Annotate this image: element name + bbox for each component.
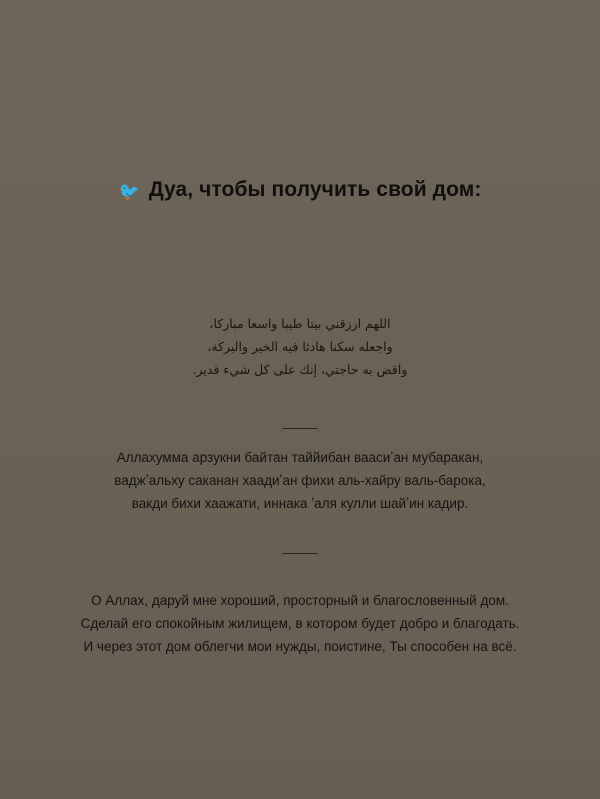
- arabic-line: واجعله سكنا هادئا فيه الخير والبركة،: [207, 339, 393, 355]
- bird-icon: 🐦: [118, 181, 140, 201]
- divider-line: [282, 428, 318, 429]
- arabic-text-block: [0, 312, 600, 381]
- translation-block: [0, 589, 600, 659]
- divider-top: [0, 416, 600, 434]
- page-title: [0, 178, 600, 202]
- translation-line: Сделай его спокойным жилищем, в котором будет добро и благодать.: [80, 616, 520, 632]
- page-title-text: Дуа, чтобы получить свой дом:: [148, 178, 482, 201]
- translation-line: И через этот дом облегчи мои нужды, поистине, Ты способен на всё.: [83, 639, 517, 655]
- transliteration-line: Аллахумма арзукни байтан таййибан ваасиʼан мубаракан,: [116, 450, 484, 465]
- divider-line: [282, 553, 318, 554]
- transliteration-line: вакди бихи хаажати, иннака ʼаля кулли шайʼин кадир.: [131, 496, 469, 512]
- transliteration-line: ваджʼальху саканан хаадиʼан фихи аль-хайру валь-барока,: [114, 473, 486, 489]
- transliteration-block: [0, 446, 600, 516]
- divider-bottom: [0, 541, 600, 559]
- arabic-line: واقض به حاجتي، إنك على كل شيء قدير.: [192, 362, 408, 378]
- translation-line: О Аллах, даруй мне хороший, просторный и благословенный дом.: [91, 593, 509, 608]
- arabic-line: اللهم ارزقني بيتا طيبا واسعا مباركا،: [209, 316, 391, 331]
